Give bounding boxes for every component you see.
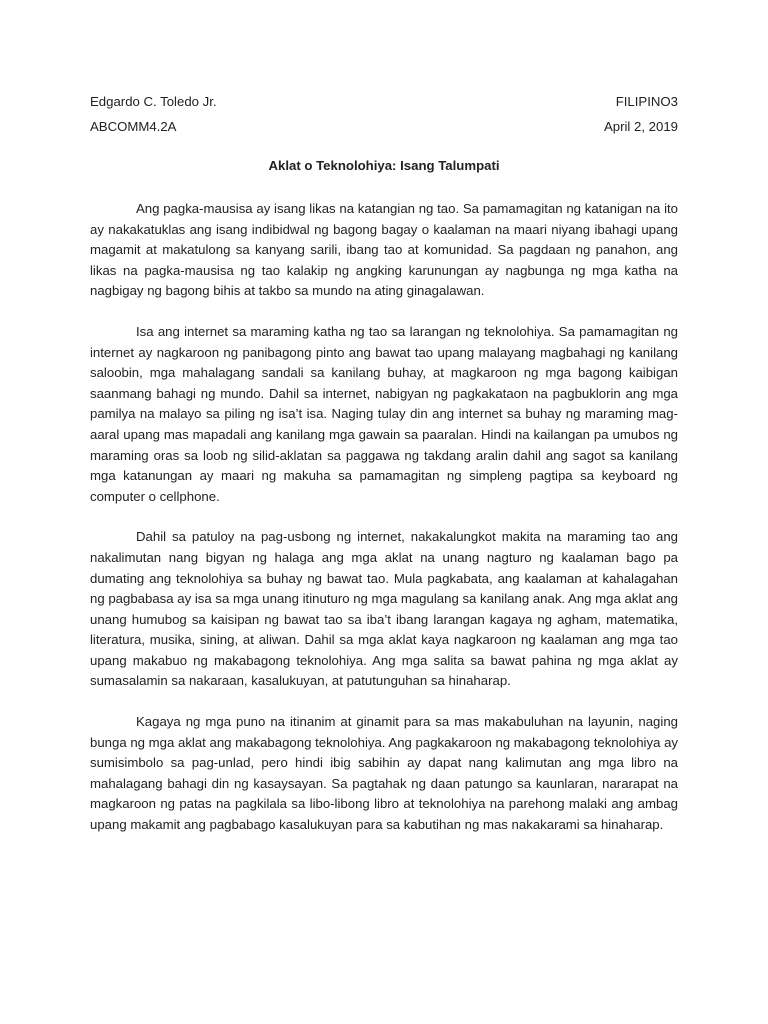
header-row-bottom	[90, 118, 678, 135]
header-row-top	[90, 93, 678, 110]
paragraph-2: Isa ang internet sa maraming katha ng tao sa larangan ng teknolohiya. Sa pamamagitan ng internet ay nagkaroon ng panibagong pinto ang bawat tao upang malayang magbahagi ng kanilang saloobin, mga mahalagang sandali sa kanilang buhay, at magkaroon ng mga bagong kaibigan saanmang bahagi ng mundo. Dahil sa internet, nabigyan ng pagkakataon na pagbuklorin ang mga pamilya na malayo sa piling ng isa’t isa. Naging tulay din ang internet sa buhay ng maraming mag-aaral upang mas mapadali ang kanilang mga gawain sa paaralan. Hindi na kailangan pa umubos ng maraming oras sa loob ng silid-aklatan sa paggawa ng takdang aralin dahil ang sagot sa kanilang mga katanungan ay maari ng makuha sa pamamagitan ng simpleng pagtipa sa keyboard ng computer o cellphone.	[90, 323, 678, 504]
subject-code: FILIPINO3	[615, 94, 678, 109]
paragraph-3: Dahil sa patuloy na pag-usbong ng internet, nakakalungkot makita na maraming tao ang nakalimutan nang bigyan ng halaga ang mga aklat na unang nagturo ng kaalaman bago pa dumating ang teknolohiya sa buhay ng bawat tao. Mula pagkabata, ang kaalaman at kahalagahan ng pagbabasa ay isa sa mga unang itinuturo ng mga magulang sa kanilang anak. Ang mga aklat ang unang humubog sa kaisipan ng bawat tao sa iba’t ibang larangan kagaya ng agham, matematika, literatura, musika, sining, at aliwan. Dahil sa mga aklat kaya nagkaroon ng kaalaman ang mga tao upang makabuo ng makabagong teknolohiya. Ang mga salita sa bawat pahina ng mga aklat ay sumasalamin sa nakaraan, kasalukuyan, at patutunguhan sa hinaharap.	[90, 529, 678, 689]
author-name: Edgardo C. Toledo Jr.	[90, 94, 217, 109]
section-code: ABCOMM4.2A	[90, 119, 177, 134]
document-title: Aklat o Teknolohiya: Isang Talumpati	[268, 158, 500, 173]
paragraph-4: Kagaya ng mga puno na itinanim at ginamit para sa mas makabuluhan na layunin, naging bunga ng mga aklat ang makabagong teknolohiya. Ang pagkakaroon ng makabagong teknolohiya ay sumisimbolo sa pag-unlad, pero hindi ibig sabihin ay dapat nang kalimutan ang mga libro na mahalagang bahagi din ng kasaysayan. Sa pagtahak ng daan patungo sa kaunlaran, nararapat na magkaroon ng patas na pagkilala sa libo-libong libro at teknolohiya na parehong malaki ang ambag upang makamit ang pagbabago kasalukuyan para sa kabutihan ng mas nakakarami sa hinaharap.	[90, 714, 679, 833]
paragraph-1: Ang pagka-mausisa ay isang likas na katangian ng tao. Sa pamamagitan ng katanigan na ito ay nakakatuklas ang isang indibidwal ng bagong bagay o kaalaman na maari niyang ibahagi upang magamit at makatulong sa kanyang sarili, ibang tao at komunidad. Sa pagdaan ng panahon, ang likas na pagka-mausisa ng tao kalakip ng angking karunungan ay nagbunga ng mga katha na nagbigay ng bagong bihis at takbo sa mundo na ating ginagalawan.	[90, 201, 678, 299]
document-date: April 2, 2019	[603, 119, 678, 134]
document-page	[90, 93, 678, 836]
